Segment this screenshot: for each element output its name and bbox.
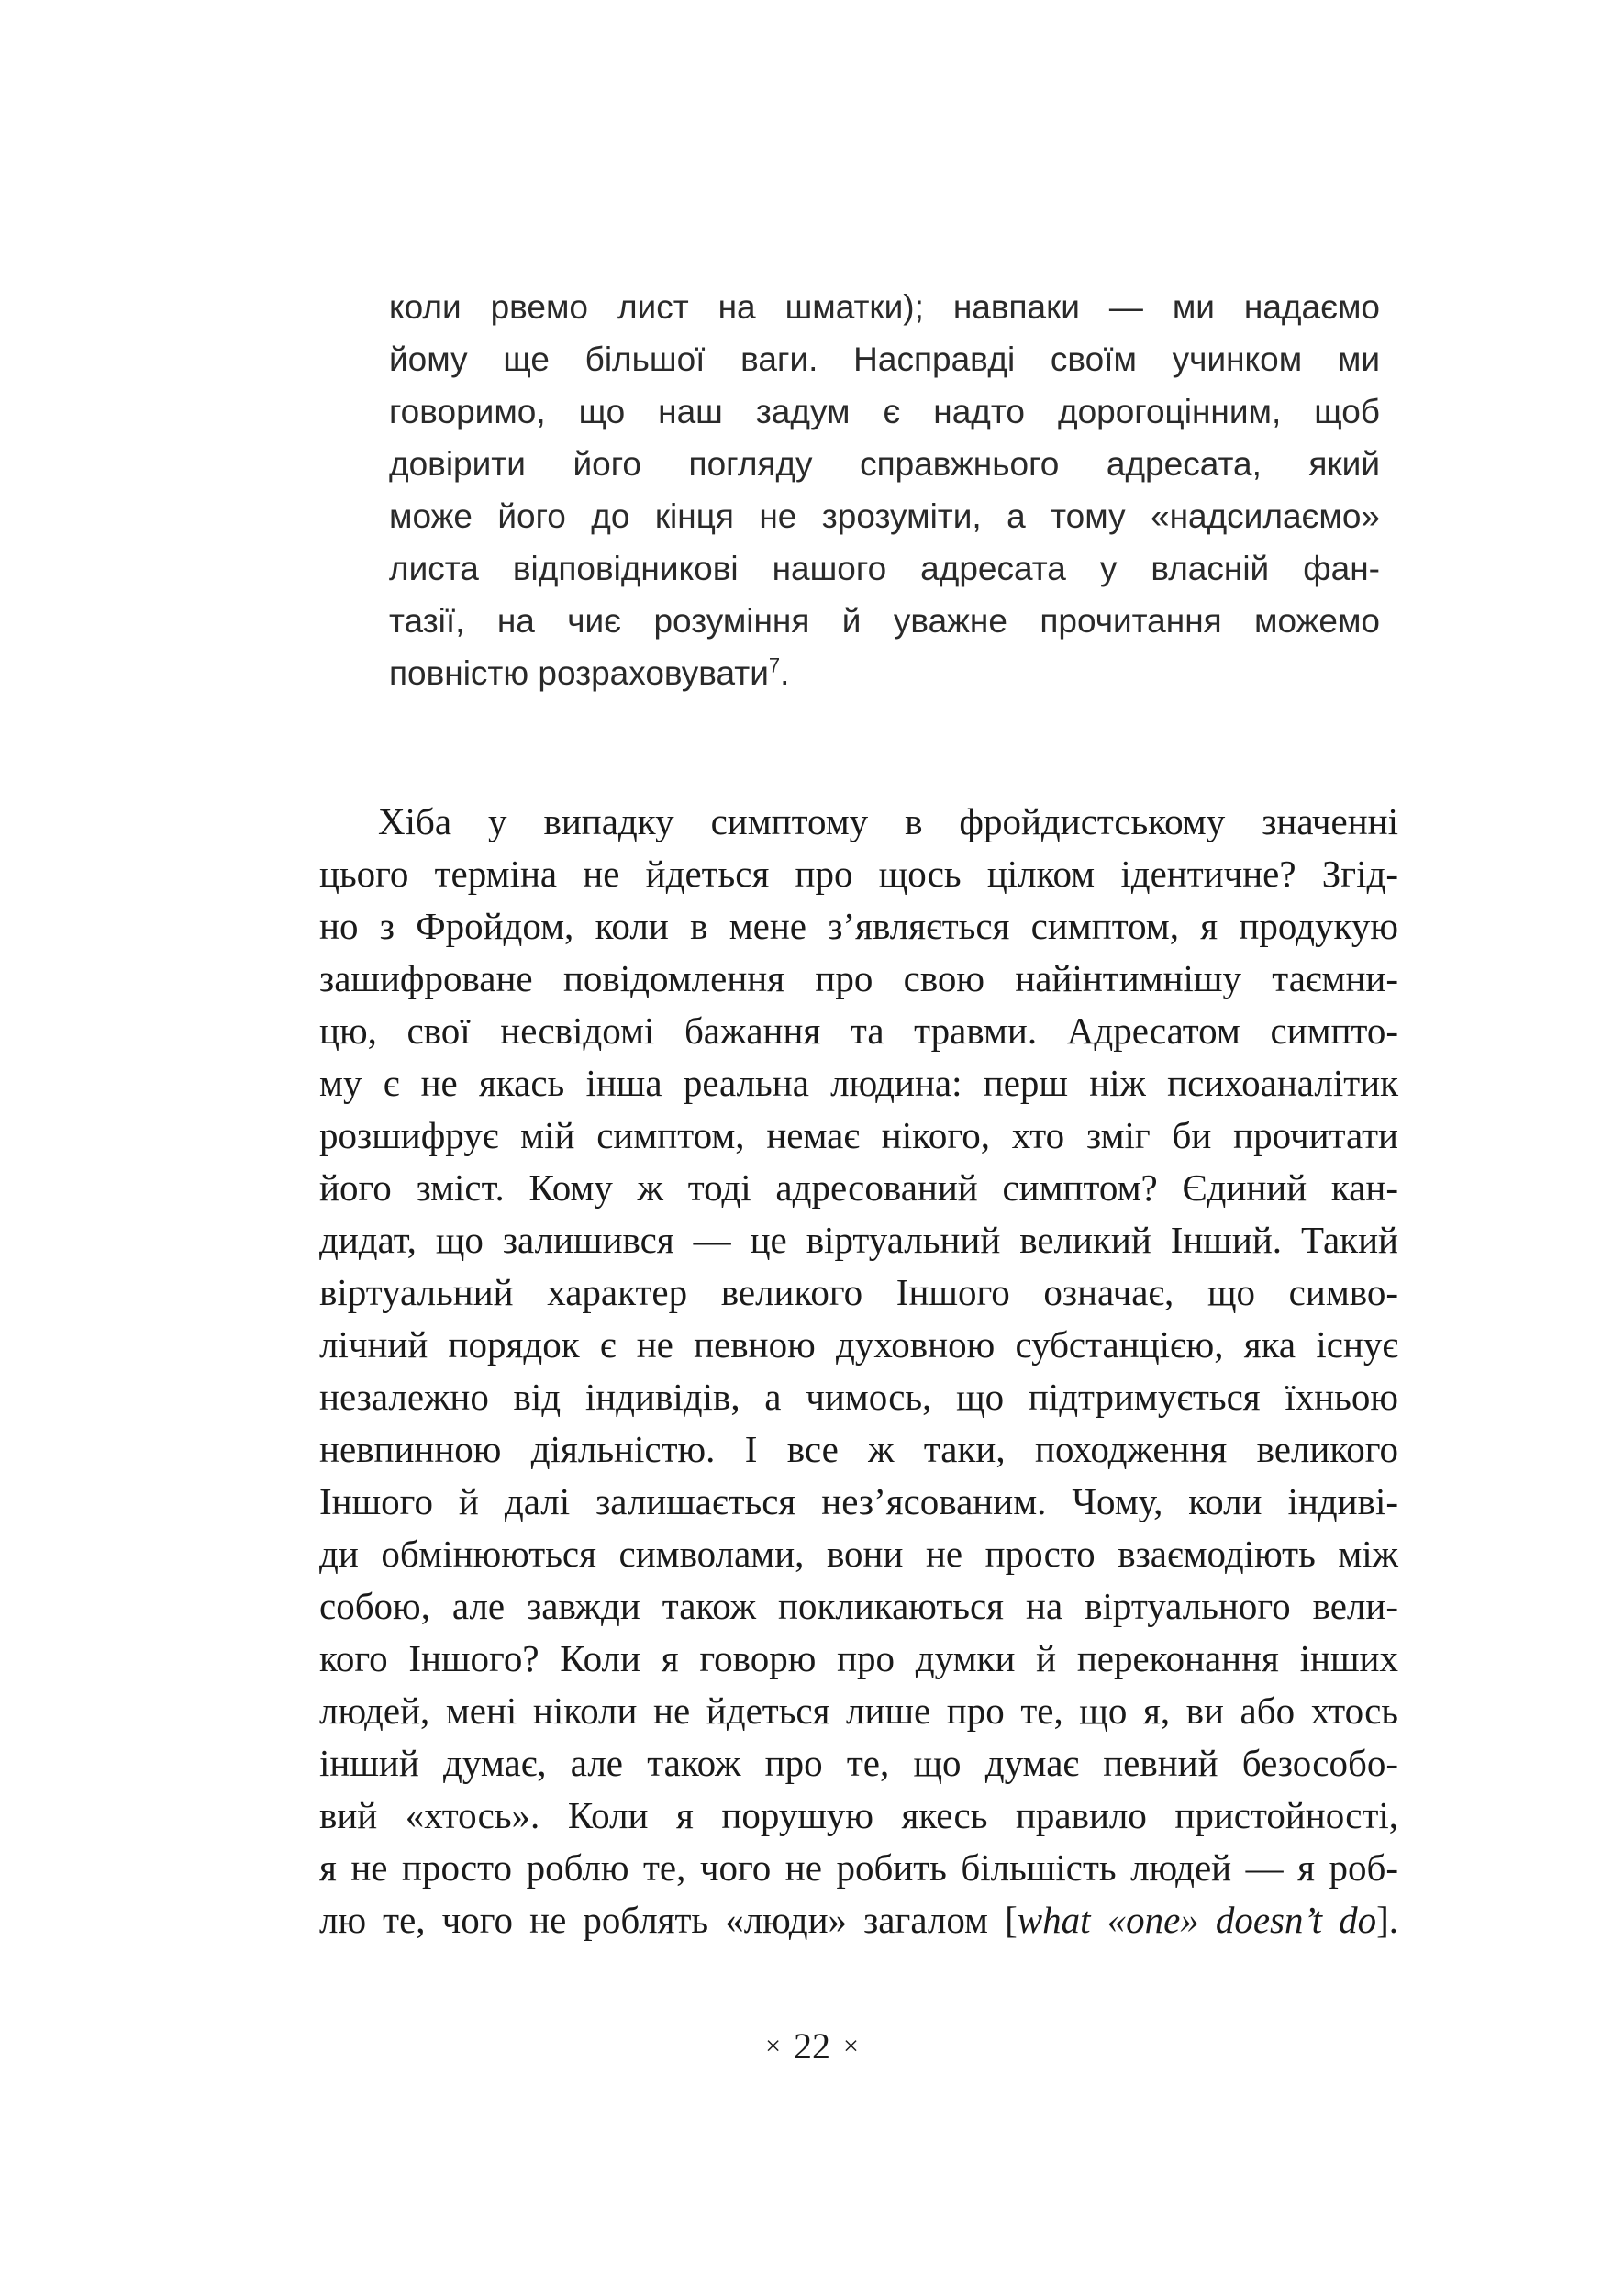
page-footer [0,2024,1624,2068]
ornament-cross-icon: × [765,2031,781,2061]
paragraph-line: я не просто роблю те, чого не робить більшість людей — я роб- [319,1846,1398,1889]
quote-last-line [389,647,1380,699]
quote-last-line-end: . [780,654,790,692]
quote-line: говоримо, що наш задум є надто дорогоцінним, щоб [389,393,1380,430]
paragraph-line: му є не якась інша реальна людина: перш ніж психоаналітик [319,1062,1398,1104]
paragraph-line: ди обмінюються символами, вони не просто взаємодіють між [319,1533,1398,1575]
block-quote [389,281,1380,699]
ornament-cross-icon: × [843,2031,859,2061]
paragraph-first-line: Хіба у випадку симптому в фройдистському значенні [378,800,1398,842]
paragraph-line: людей, мені ніколи не йдеться лише про те, що я, ви або хтось [319,1690,1398,1732]
paragraph-line: незалежно від індивідів, а чимось, що підтримується їхньою [319,1376,1398,1418]
paragraph-line: но з Фройдом, коли в мене з’являється симптом, я продукую [319,905,1398,947]
quote-line: може його до кінця не зрозуміти, а тому «надсилаємо» [389,497,1380,535]
paragraph-line: зашифроване повідомлення про свою найінтимнішу таємни- [319,957,1398,999]
quote-line: коли рвемо лист на шматки); навпаки — ми надаємо [389,288,1380,326]
paragraph-line: його зміст. Кому ж тоді адресований симптом? Єдиний кан- [319,1166,1398,1209]
paragraph-line: вий «хтось». Коли я порушую якесь правило пристойності, [319,1794,1398,1836]
quote-line: листа відповідникові нашого адресата у власній фан- [389,550,1380,587]
paragraph-line: цього терміна не йдеться про щось цілком ідентичне? Згід- [319,853,1398,895]
paragraph-last-line [319,1894,1398,1946]
quote-line: тазії, на чиє розуміння й уважне прочитання можемо [389,602,1380,640]
quote-line: йому ще більшої ваги. Насправді своїм учинком ми [389,340,1380,378]
paragraph-last-line-start: лю те, чого не роблять «люди» загалом [ [319,1899,1018,1941]
paragraph-line: інший думає, але також про те, що думає певний безособо- [319,1742,1398,1784]
paragraph-line: віртуальний характер великого Іншого означає, що симво- [319,1271,1398,1313]
paragraph-line: Іншого й далі залишається нез’ясованим. Чому, коли індиві- [319,1480,1398,1522]
paragraph-line: собою, але завжди також покликаються на віртуального вели- [319,1585,1398,1627]
paragraph-line: розшифрує мій симптом, немає нікого, хто зміг би прочитати [319,1114,1398,1156]
paragraph-last-line-end: ]. [1376,1899,1399,1941]
page-number: 22 [794,2025,830,2067]
paragraph-line: цю, свої несвідомі бажання та травми. Адресатом симпто- [319,1009,1398,1052]
english-phrase: what «one» doesn’t do [1017,1899,1377,1941]
paragraph-line: кого Іншого? Коли я говорю про думки й переконання інших [319,1637,1398,1679]
paragraph-line: дидат, що залишився — це віртуальний великий Інший. Такий [319,1219,1398,1261]
main-paragraph [319,796,1398,1946]
paragraph-line: лічний порядок є не певною духовною субстанцією, яка існує [319,1323,1398,1366]
footnote-reference[interactable]: 7 [768,653,781,677]
quote-line: довірити його погляду справжнього адресата, який [389,445,1380,483]
paragraph-line: невпинною діяльністю. І все ж таки, походження великого [319,1428,1398,1470]
quote-last-line-text: повністю розраховувати [389,654,769,692]
